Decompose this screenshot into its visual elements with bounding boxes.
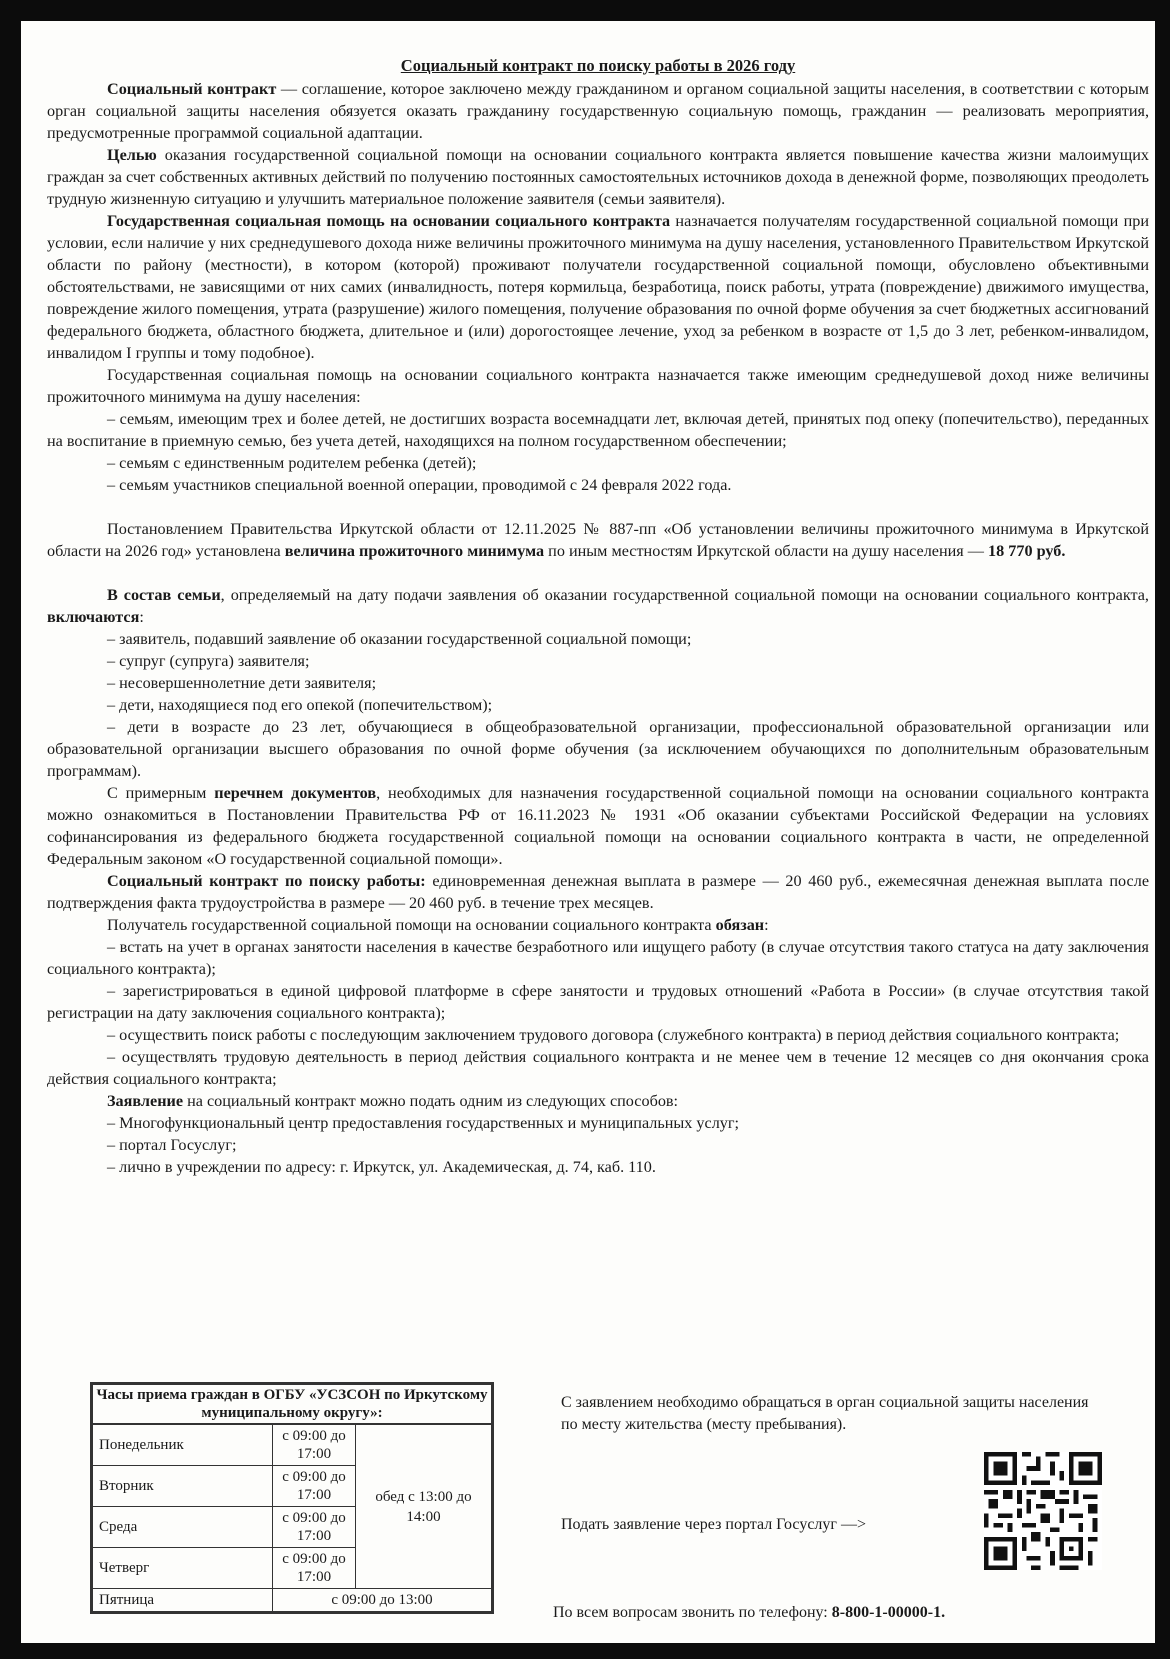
paragraph-text: — соглашение, которое заключено между гражданином и органом социальной защиты населения, в соответствии с которым орган социальной защиты населения обязуется оказать гражданину государственную социальную помощь, гражданин — реализовать мероприятия, предусмотренные программой социальной адаптации. bbox=[47, 80, 1149, 142]
list-item: – несовершеннолетние дети заявителя; bbox=[107, 674, 377, 692]
phone-label: По всем вопросам звонить по телефону: bbox=[553, 1604, 832, 1621]
paragraph-family bbox=[47, 584, 1149, 628]
time-tuesday: с 09:00 до 17:00 bbox=[273, 1466, 356, 1507]
phone-period: . bbox=[941, 1604, 946, 1621]
day-friday: Пятница bbox=[93, 1589, 273, 1612]
paragraph-text: : bbox=[139, 608, 144, 626]
list-item: – лично в учреждении по адресу: г. Иркутск, ул. Академическая, д. 74, каб. 110. bbox=[107, 1158, 656, 1176]
day-tuesday: Вторник bbox=[93, 1466, 273, 1507]
list-item: – осуществить поиск работы с последующим заключением трудового договора (служебного контракта) в период действия социального контракта; bbox=[107, 1026, 1120, 1044]
gosuslugi-link-text: Подать заявление через портал Госуслуг —> bbox=[561, 1516, 866, 1533]
paragraph-text: единовременная денежная выплата в размере — 20 460 руб., ежемесячная денежная выплата после подтверждения факта трудоустройства в размере — 20 460 руб. в течение трех месяцев. bbox=[47, 872, 1150, 912]
term: Социальный контракт по поиску работы: bbox=[107, 872, 426, 890]
lunch-break: обед с 13:00 до 14:00 bbox=[356, 1424, 492, 1589]
paragraph-also-assigned: Государственная социальная помощь на основании социального контракта назначается также имеющим среднедушевой доход ниже величины прожиточного минимума на душу населения: bbox=[47, 366, 1149, 406]
paragraph-documents bbox=[47, 782, 1149, 870]
document-page bbox=[21, 21, 1155, 1643]
list-item: – дети в возрасте до 23 лет, обучающиеся в общеобразовательной организации, профессиональной образовательной организации или образовательной организации высшего образования по очной форме обучения (за исключением обучающихся по дополнительным образовательным программам). bbox=[47, 718, 1149, 780]
list-item: – встать на учет в органах занятости населения в качестве безработного или ищущего работу (в случае отсутствия такого статуса на дату заключения социального контракта); bbox=[47, 938, 1149, 978]
term: величина прожиточного минимума bbox=[284, 542, 545, 560]
time-monday: с 09:00 до 17:00 bbox=[273, 1424, 356, 1466]
paragraph-application bbox=[47, 1090, 1149, 1112]
list-item: – семьям с единственным родителем ребенка (детей); bbox=[107, 454, 477, 472]
day-wednesday: Среда bbox=[93, 1507, 273, 1548]
paragraph-text: Постановлением Правительства Иркутской области от 12.11.2025 № 887-пп «Об установлении величины прожиточного минимума в Иркутской области на 2026 год» установлена bbox=[47, 520, 1149, 560]
paragraph-obligations bbox=[47, 914, 1149, 936]
paragraph-text: Получатель государственной социальной помощи на основании социального контракта bbox=[107, 916, 716, 934]
time-wednesday: с 09:00 до 17:00 bbox=[273, 1507, 356, 1548]
day-monday: Понедельник bbox=[93, 1424, 273, 1466]
reception-hours-table bbox=[90, 1382, 494, 1614]
paragraph-goal bbox=[47, 144, 1149, 210]
list-item: – семьям участников специальной военной операции, проводимой с 24 февраля 2022 года. bbox=[107, 476, 732, 494]
qr-code-icon[interactable] bbox=[984, 1452, 1102, 1570]
apply-note: С заявлением необходимо обращаться в орган социальной защиты населения по месту жительства (месту пребывания). bbox=[561, 1394, 1089, 1433]
term: включаются bbox=[47, 608, 140, 626]
list-item: – осуществлять трудовую деятельность в период действия социального контракта и не менее чем в течение 12 месяцев со дня окончания срока действия социального контракта; bbox=[47, 1048, 1149, 1088]
time-thursday: с 09:00 до 17:00 bbox=[273, 1548, 356, 1589]
list-item: – супруг (супруга) заявителя; bbox=[107, 652, 310, 670]
term: Целью bbox=[107, 146, 157, 164]
term: Социальный контракт bbox=[107, 80, 277, 98]
paragraph-text: , определяемый на дату подачи заявления об оказании государственной социальной помощи на основании социального контракта, bbox=[220, 586, 1149, 604]
list-item: – заявитель, подавший заявление об оказании государственной социальной помощи; bbox=[107, 630, 692, 648]
term: Государственная социальная помощь на основании социального контракта bbox=[107, 212, 671, 230]
list-item: – Многофункциональный центр предоставления государственных и муниципальных услуг; bbox=[107, 1114, 740, 1132]
phone-number[interactable]: 8-800-1-00000-1 bbox=[831, 1604, 942, 1621]
paragraph-text: С примерным bbox=[107, 784, 215, 802]
amount: 18 770 руб. bbox=[988, 542, 1066, 560]
term: Заявление bbox=[107, 1092, 184, 1110]
paragraph-text: , необходимых для назначения государственной социальной помощи на основании социального контракта можно ознакомиться в Постановлении Правительства РФ от 16.11.2023 № 1931 «Об оказании субъектами Российской Федерации на условиях софинансирования из федерального бюджета государственной социальной помощи на основании социального контракта в части, не определенной Федеральным законом «О государственной социальной помощи». bbox=[47, 784, 1149, 868]
term: В состав семьи bbox=[107, 586, 221, 604]
page-title: Социальный контракт по поиску работы в 2026 году bbox=[400, 56, 796, 75]
paragraph-conditions bbox=[47, 210, 1149, 364]
document-body bbox=[47, 55, 1149, 1178]
paragraph-text: назначается получателям государственной социальной помощи при условии, если наличие у них среднедушевого дохода ниже величины прожиточного минимума на душу населения, установленного Правительством Иркутской области по району (местности), в котором (которой) проживают получатели государственной социальной помощи, обусловлено объективными обстоятельствами, не зависящими от них самих (инвалидность, потеря кормильца, безработица, поиск работы, утрата (повреждение) движимого имущества, повреждение жилого помещения, утрата (разрушение) жилого помещения, получение образования по очной форме обучения за счет бюджетных ассигнований федерального бюджета, областного бюджета, длительное и (или) дорогостоящее лечение, уход за ребенком в возрасте от 1,5 до 3 лет, ребенком-инвалидом, инвалидом I группы и тому подобное). bbox=[47, 212, 1149, 362]
paragraph-text: оказания государственной социальной помощи на основании социального контракта является повышение качества жизни малоимущих граждан за счет собственных активных действий по получению постоянных самостоятельных источников дохода в денежной форме, позволяющих преодолеть трудную жизненную ситуацию и улучшить материальное положение заявителя (семьи заявителя). bbox=[47, 146, 1149, 208]
list-item: – портал Госуслуг; bbox=[107, 1136, 237, 1154]
paragraph-definition bbox=[47, 78, 1149, 144]
paragraph-payments bbox=[47, 870, 1149, 914]
contact-phone bbox=[553, 1604, 945, 1622]
list-item: – семьям, имеющим трех и более детей, не достигших возраста восемнадцати лет, включая детей, принятых под опеку (попечительство), переданных на воспитание в приемную семью, без учета детей, находящихся на полном государственном обеспечении; bbox=[47, 410, 1149, 450]
time-friday: с 09:00 до 13:00 bbox=[273, 1589, 492, 1612]
list-item: – дети, находящиеся под его опекой (попечительством); bbox=[107, 696, 493, 714]
paragraph-text: на социальный контракт можно подать одним из следующих способов: bbox=[183, 1092, 679, 1110]
term: перечнем документов bbox=[214, 784, 377, 802]
day-thursday: Четверг bbox=[93, 1548, 273, 1589]
paragraph-text: по иным местностям Иркутской области на душу населения — bbox=[544, 542, 989, 560]
term: обязан bbox=[715, 916, 765, 934]
list-item: – зарегистрироваться в единой цифровой платформе в сфере занятости и трудовых отношений «Работа в России» (в случае отсутствия такой регистрации на дату заключения социального контракта); bbox=[47, 982, 1149, 1022]
paragraph-text: : bbox=[764, 916, 769, 934]
hours-header: Часы приема граждан в ОГБУ «УСЗСОН по Иркутскому муниципальному округу»: bbox=[93, 1385, 492, 1425]
paragraph-minimum bbox=[47, 518, 1149, 562]
